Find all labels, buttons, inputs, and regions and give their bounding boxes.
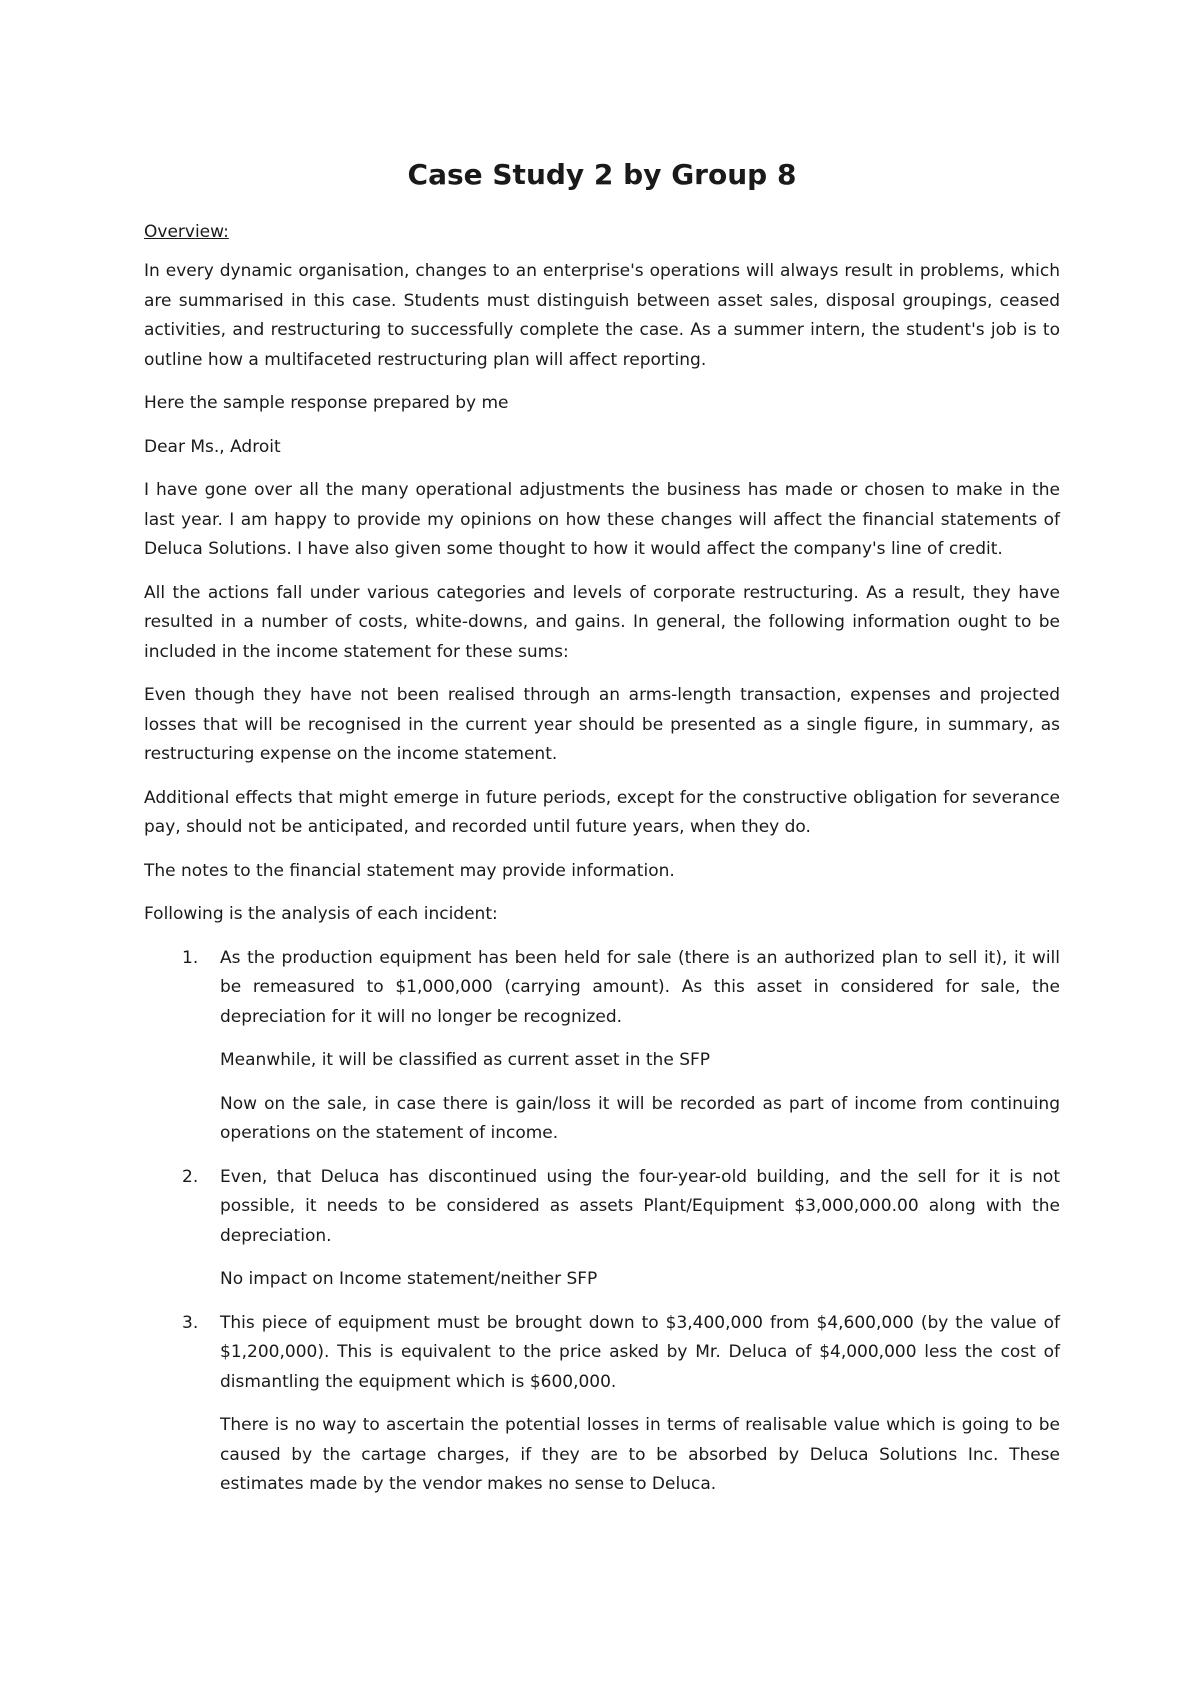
body-paragraph: Even though they have not been realised through an arms-length transaction, expenses and projected losses that will be recognised in the current year should be presented as a single figure, in summary, as restructuring expense on the income statement. (144, 685, 1060, 765)
body-paragraph: All the actions fall under various categories and levels of corporate restructuring. As a result, they have resulted in a number of costs, white-downs, and gains. In general, the following information ought to be included in the income statement for these sums: (144, 582, 1060, 662)
list-item-paragraph: Even, that Deluca has discontinued using the four-year-old building, and the sell for it is not possible, it needs to be considered as assets Plant/Equipment $3,000,000.00 along with the depreciation. (220, 1166, 1060, 1246)
page-title: Case Study 2 by Group 8 (407, 158, 797, 191)
body-paragraph: Additional effects that might emerge in future periods, except for the constructive obligation for severance pay, should not be anticipated, and recorded until future years, when they do. (144, 787, 1060, 838)
list-item-paragraph: Meanwhile, it will be classified as current asset in the SFP (220, 1050, 711, 1071)
list-item (144, 1163, 1060, 1295)
list-item-paragraph: This piece of equipment must be brought down to $3,400,000 from $4,600,000 (by the value of $1,200,000). This is equivalent to the price asked by Mr. Deluca of $4,000,000 less the cost of dismantling the equipment which is $600,000. (220, 1312, 1060, 1392)
overview-heading: Overview: (144, 222, 229, 242)
list-item-paragraph: There is no way to ascertain the potential losses in terms of realisable value which is going to be caused by the cartage charges, if they are to be absorbed by Deluca Solutions Inc. These estimates made by the vendor makes no sense to Deluca. (220, 1415, 1060, 1495)
list-item (144, 1309, 1060, 1500)
list-item-number: 1. (182, 947, 199, 968)
list-item-paragraph: As the production equipment has been held for sale (there is an authorized plan to sell it), it will be remeasured to $1,000,000 (carrying amount). As this asset in considered for sale, the depreciation for it will no longer be recognized. (220, 947, 1060, 1027)
sample-response-intro: Here the sample response prepared by me (144, 393, 509, 414)
overview-paragraph: In every dynamic organisation, changes to an enterprise's operations will always result in problems, which are summarised in this case. Students must distinguish between asset sales, disposal groupings, ceased activities, and restructuring to successfully complete the case. As a summer intern, the student's job is to outline how a multifaceted restructuring plan will affect reporting. (144, 261, 1060, 370)
analysis-intro: Following is the analysis of each incident: (144, 904, 498, 925)
list-item-paragraph: Now on the sale, in case there is gain/loss it will be recorded as part of income from continuing operations on the statement of income. (220, 1093, 1060, 1144)
analysis-list (144, 944, 1060, 1500)
list-item-number: 3. (182, 1312, 199, 1333)
body-paragraph: I have gone over all the many operational adjustments the business has made or chosen to make in the last year. I am happy to provide my opinions on how these changes will affect the financial statements of Deluca Solutions. I have also given some thought to how it would affect the company's line of credit. (144, 480, 1060, 560)
body-paragraph: The notes to the financial statement may provide information. (144, 860, 675, 881)
list-item (144, 944, 1060, 1149)
list-item-number: 2. (182, 1166, 199, 1187)
list-item-paragraph: No impact on Income statement/neither SFP (220, 1269, 598, 1290)
salutation: Dear Ms., Adroit (144, 436, 281, 457)
